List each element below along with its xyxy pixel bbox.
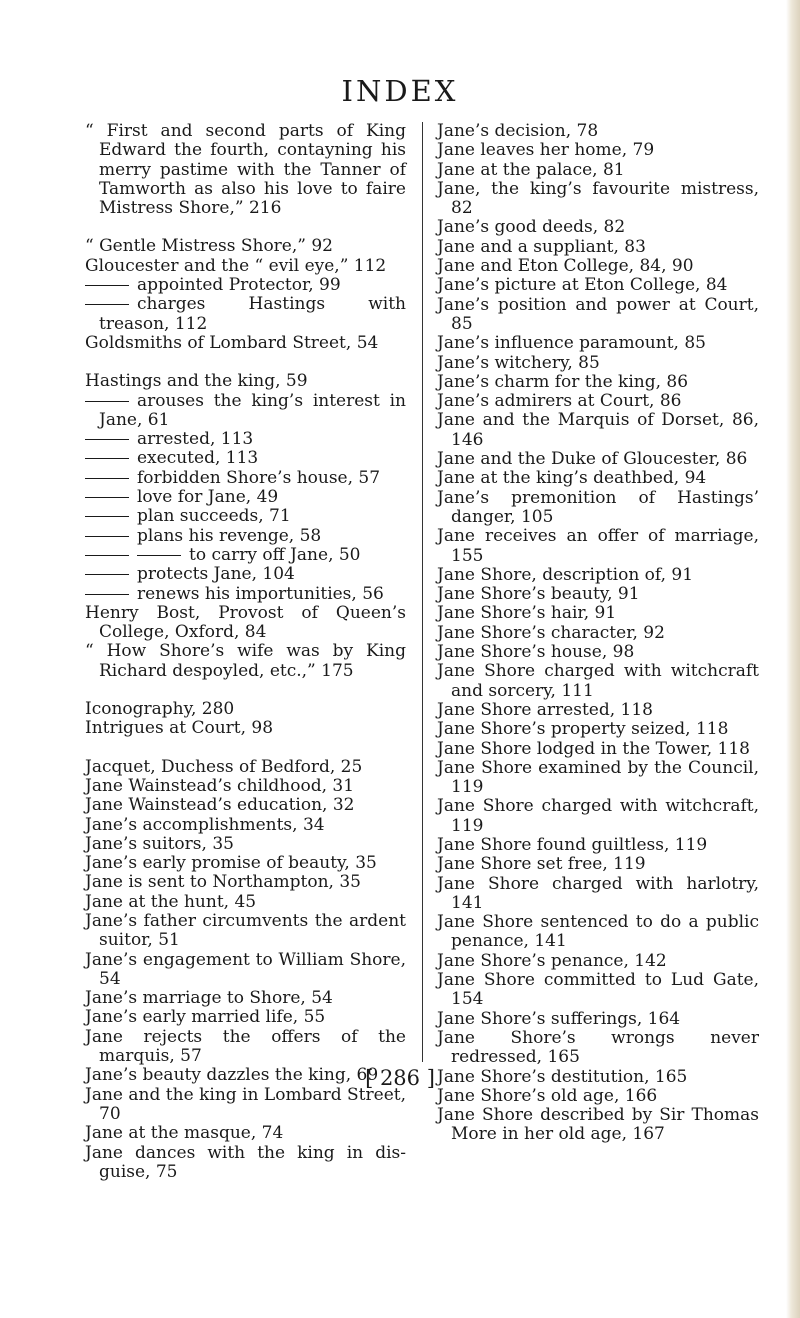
index-entry-text: Jane Shore’s property seized, 118 — [437, 719, 729, 740]
index-entry — [437, 585, 759, 604]
index-entry-text: plans his revenge, 58 — [137, 525, 322, 546]
index-entry — [85, 1124, 406, 1143]
page-number: [ 286 ] — [365, 1066, 435, 1090]
index-entry — [437, 1106, 759, 1145]
index-entry — [437, 161, 759, 180]
index-entry-text: “ First and second parts of King Edward the fourth, contayning his merry pastime with the Tanner of Tamworth as also his love to faire Mistress Shore,” 216 — [85, 121, 406, 219]
index-entry — [437, 662, 759, 701]
index-entry — [437, 855, 759, 874]
index-entry — [437, 450, 759, 469]
index-entry-text: Jane’s premonition of Hastings’ danger, 105 — [437, 487, 759, 527]
ditto-dash — [85, 401, 129, 402]
index-entry-text: Jane Shore sentenced to do a public penance, 141 — [437, 912, 759, 952]
index-entry — [85, 1086, 406, 1125]
index-entry-text: Jane’s picture at Eton College, 84 — [437, 275, 728, 296]
index-entry-text: Jane’s suitors, 35 — [85, 833, 234, 854]
index-entry-text: Jane and the Duke of Gloucester, 86 — [437, 449, 748, 470]
ditto-dash — [85, 497, 129, 498]
index-entry — [437, 180, 759, 219]
index-entry — [437, 1029, 759, 1068]
index-entry — [437, 643, 759, 662]
index-entry-text: Jane’s influence paramount, 85 — [437, 333, 706, 354]
page-title: INDEX — [341, 74, 459, 108]
index-entry — [437, 971, 759, 1010]
ditto-dash — [85, 536, 129, 537]
ditto-dash — [85, 304, 129, 305]
index-entry-text: Jane leaves her home, 79 — [437, 140, 655, 161]
index-entry-text: love for Jane, 49 — [137, 487, 279, 508]
index-entry-text: “ Gentle Mistress Shore,” 92 — [85, 236, 334, 257]
ditto-dash — [137, 555, 181, 556]
index-entry — [437, 392, 759, 411]
index-entry-text: Jane at the palace, 81 — [437, 159, 625, 180]
index-entry — [437, 624, 759, 643]
index-entry — [437, 759, 759, 798]
index-entry — [85, 758, 406, 777]
index-entry — [85, 237, 406, 256]
index-entry-text: Jane Shore’s hair, 91 — [437, 603, 617, 624]
index-entry — [85, 777, 406, 796]
index-entry-text: Jane, the king’s favourite mistress, 82 — [437, 178, 759, 219]
index-entry-text: Gloucester and the “ evil eye,” 112 — [85, 255, 387, 276]
index-entry — [85, 257, 406, 276]
index-entry-text: Jane Shore’s character, 92 — [437, 622, 665, 643]
index-entry-text: Jane dances with the king in dis-guise, 75 — [85, 1142, 406, 1182]
index-entry-text: charges Hastings with treason, 112 — [99, 294, 406, 334]
index-entry-text: appointed Protector, 99 — [137, 275, 341, 296]
index-entry-text: forbidden Shore’s house, 57 — [137, 467, 381, 488]
index-entry — [437, 296, 759, 335]
index-entry — [85, 546, 406, 565]
index-entry — [85, 854, 406, 873]
index-entry — [437, 875, 759, 914]
index-entry-text: Jane Shore set free, 119 — [437, 854, 646, 875]
index-entry-text: Jane Shore described by Sir Thomas More in her old age, 167 — [437, 1105, 759, 1145]
index-entry — [85, 816, 406, 835]
index-entry — [85, 912, 406, 951]
index-entry — [437, 238, 759, 257]
index-entry — [437, 566, 759, 585]
index-entry-text: Jane Shore committed to Lud Gate, 154 — [437, 970, 759, 1010]
ditto-dash — [85, 594, 129, 595]
index-entry-text: Jane’s father circumvents the ardent suitor, 51 — [85, 910, 406, 951]
index-entry — [437, 527, 759, 566]
index-entry — [85, 642, 406, 681]
index-entry — [85, 951, 406, 990]
index-entry — [437, 218, 759, 237]
index-entry — [85, 585, 406, 604]
ditto-dash — [85, 458, 129, 459]
index-entry-text: Hastings and the king, 59 — [85, 371, 308, 392]
index-entry — [437, 469, 759, 488]
index-entry-text: Jane’s good deeds, 82 — [437, 217, 626, 238]
index-entry-text: Jane Shore arrested, 118 — [437, 699, 653, 720]
index-entry — [437, 952, 759, 971]
index-entry — [437, 489, 759, 528]
ditto-dash — [85, 516, 129, 517]
ditto-dash — [85, 574, 129, 575]
index-entry — [437, 836, 759, 855]
index-entry — [437, 740, 759, 759]
index-entry-text: Jane Shore’s old age, 166 — [437, 1085, 658, 1106]
index-entry-text: arrested, 113 — [137, 429, 254, 450]
index-entry — [437, 411, 759, 450]
index-entry-text: Jane’s position and power at Court, 85 — [437, 294, 759, 334]
index-entry-text: Henry Bost, Provost of Queen’s College, Oxford, 84 — [85, 602, 406, 643]
index-entry — [85, 565, 406, 584]
ditto-dash — [85, 478, 129, 479]
index-entry — [85, 430, 406, 449]
index-entry — [85, 449, 406, 468]
index-entry-text: Iconography, 280 — [85, 699, 235, 720]
index-entry — [85, 469, 406, 488]
index-entry — [85, 719, 406, 738]
index-entry — [85, 295, 406, 334]
index-entry-text: Jane’s early married life, 55 — [85, 1007, 326, 1028]
index-entry — [437, 141, 759, 160]
index-entry-text: plan succeeds, 71 — [137, 506, 291, 527]
index-entry — [85, 700, 406, 719]
index-entry — [85, 122, 406, 218]
index-entry — [85, 893, 406, 912]
index-entry-text: Jane Shore found guiltless, 119 — [437, 834, 708, 855]
index-entry — [85, 796, 406, 815]
index-entry — [437, 701, 759, 720]
index-entry-text: Jane Shore, description of, 91 — [437, 564, 694, 585]
index-entry-text: Jane at the king’s deathbed, 94 — [437, 468, 707, 489]
index-entry-text: Jane and the king in Lombard Street, 70 — [85, 1084, 406, 1124]
index-entry — [85, 989, 406, 1008]
page-edge — [786, 0, 800, 1318]
index-entry-text: Jane Shore charged with witchcraft, 119 — [437, 796, 759, 836]
index-entry — [437, 913, 759, 952]
index-entry-text: renews his importunities, 56 — [137, 583, 384, 604]
index-entry-text: Intrigues at Court, 98 — [85, 718, 274, 739]
index-entry — [85, 527, 406, 546]
index-entry-text: Jane’s witchery, 85 — [437, 352, 600, 373]
index-entry — [437, 720, 759, 739]
index-entry-text: Jane’s beauty dazzles the king, 69 — [85, 1065, 379, 1086]
index-entry-text: Jane Shore’s destitution, 165 — [437, 1066, 688, 1087]
index-entry-text: Jane’s marriage to Shore, 54 — [85, 988, 333, 1009]
index-column-left — [85, 122, 406, 1182]
index-entry-text: Jane Wainstead’s childhood, 31 — [85, 775, 355, 796]
column-divider — [422, 122, 423, 1062]
index-entry-text: Jane and a suppliant, 83 — [437, 236, 646, 257]
index-entry — [437, 334, 759, 353]
index-column-right — [437, 122, 759, 1145]
index-entry-text: Jane at the hunt, 45 — [85, 891, 257, 912]
index-entry-text: Jane Shore’s penance, 142 — [437, 950, 667, 971]
index-entry — [85, 1144, 406, 1183]
index-entry-text: Goldsmiths of Lombard Street, 54 — [85, 332, 379, 353]
index-entry — [437, 122, 759, 141]
index-entry-text: Jane’s early promise of beauty, 35 — [85, 853, 377, 874]
index-entry-text: Jane Shore’s sufferings, 164 — [437, 1008, 681, 1029]
index-entry-text: Jane’s accomplishments, 34 — [85, 814, 325, 835]
index-entry-text: Jane Shore charged with witchcraft and sorcery, 111 — [437, 661, 759, 701]
index-entry-text: Jane’s engagement to William Shore, 54 — [85, 949, 406, 989]
index-entry — [85, 372, 406, 391]
index-entry — [85, 507, 406, 526]
ditto-dash — [85, 555, 129, 556]
index-entry — [437, 276, 759, 295]
index-entry — [85, 873, 406, 892]
index-entry-text: executed, 113 — [137, 448, 259, 469]
index-entry — [437, 604, 759, 623]
index-entry — [85, 1008, 406, 1027]
index-entry-text: protects Jane, 104 — [137, 564, 295, 585]
index-entry — [85, 1028, 406, 1067]
index-entry-text: arouses the king’s interest in Jane, 61 — [99, 390, 406, 430]
index-entry-text: Jane receives an offer of marriage, 155 — [437, 526, 759, 566]
index-entry-text: Jane and the Marquis of Dorset, 86, 146 — [437, 410, 759, 450]
index-entry — [437, 1010, 759, 1029]
index-entry-text: Jane Shore examined by the Council, 119 — [437, 757, 759, 798]
index-entry-text: Jane Shore lodged in the Tower, 118 — [437, 738, 750, 759]
index-entry-text: Jane Shore charged with harlotry, 141 — [437, 873, 759, 913]
index-entry-text: Jane Shore’s wrongs never redressed, 165 — [437, 1027, 759, 1068]
index-entry — [437, 797, 759, 836]
index-entry-text: Jane Wainstead’s education, 32 — [85, 795, 355, 816]
index-entry — [437, 373, 759, 392]
index-entry — [437, 354, 759, 373]
index-entry — [85, 334, 406, 353]
index-entry-text: Jane’s admirers at Court, 86 — [437, 391, 682, 412]
index-entry — [85, 488, 406, 507]
index-entry-text: Jacquet, Duchess of Bedford, 25 — [85, 756, 363, 777]
index-entry — [85, 392, 406, 431]
index-entry-text: Jane’s decision, 78 — [437, 121, 599, 141]
index-entry — [85, 835, 406, 854]
index-entry-text: Jane is sent to Northampton, 35 — [85, 872, 361, 893]
index-entry — [437, 257, 759, 276]
index-entry — [85, 604, 406, 643]
index-entry-text: Jane Shore’s beauty, 91 — [437, 584, 640, 605]
ditto-dash — [85, 285, 129, 286]
index-entry-text: “ How Shore’s wife was by King Richard despoyled, etc.,” 175 — [85, 641, 406, 681]
index-entry-text: to carry off Jane, 50 — [189, 544, 361, 565]
index-entry-text: Jane and Eton College, 84, 90 — [437, 256, 694, 277]
index-entry-text: Jane’s charm for the king, 86 — [437, 371, 689, 392]
index-entry-text: Jane at the masque, 74 — [85, 1123, 284, 1144]
index-entry — [85, 276, 406, 295]
ditto-dash — [85, 439, 129, 440]
index-entry-text: Jane Shore’s house, 98 — [437, 642, 635, 663]
index-entry-text: Jane rejects the offers of the marquis, 57 — [85, 1026, 406, 1067]
